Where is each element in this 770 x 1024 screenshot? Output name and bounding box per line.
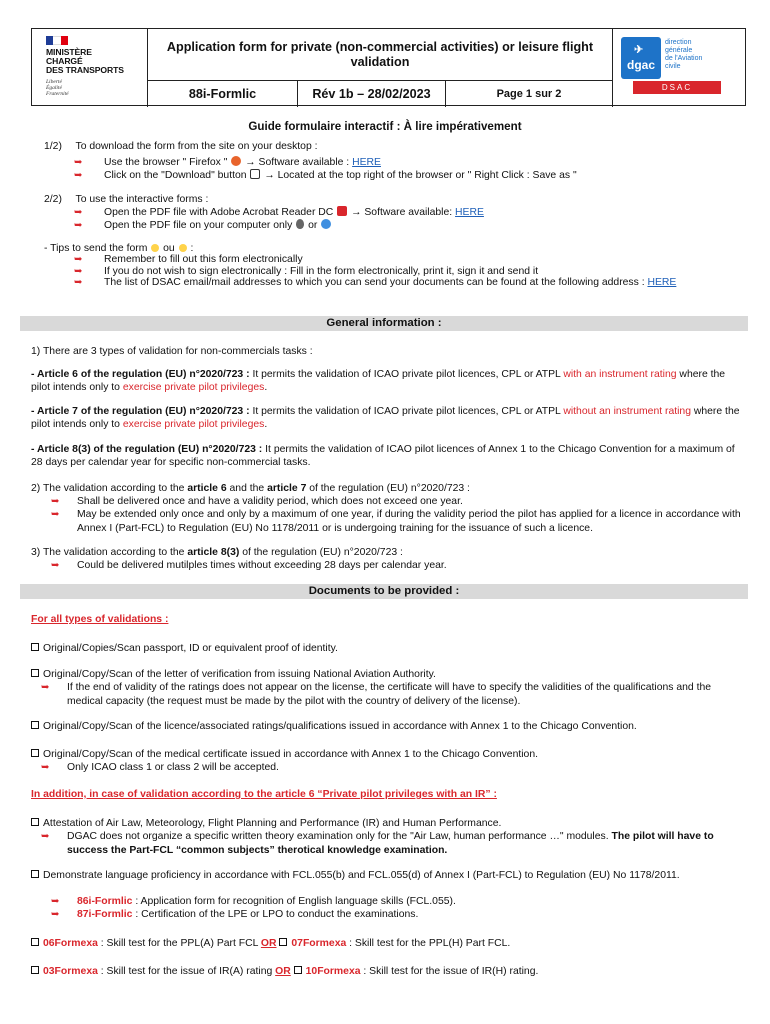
acrobat-here-link[interactable]: HERE (455, 207, 484, 218)
download-icon (250, 169, 260, 179)
arrow-icon: ➥ (51, 560, 60, 571)
arrow-icon: ➥ (74, 277, 83, 288)
dgac-text-2: générale (665, 47, 693, 54)
article-6-end: . (264, 382, 268, 394)
doc-4-item (41, 761, 743, 775)
guide-step-1-bullet-1 (74, 156, 381, 170)
item-text: : Certification of the LPE or LPO to conduct the examinations. (132, 909, 419, 920)
form-code-06: 06Formexa (43, 938, 98, 949)
step-number: 1/2) (44, 141, 62, 152)
doc-5-text: Attestation of Air Law, Meteorology, Flight Planning and Performance (IR) and Human Performance. (43, 818, 502, 829)
general-intro: 1) There are 3 types of validation for non-commercials tasks : (31, 346, 313, 357)
all-types-heading: For all types of validations : (31, 614, 169, 625)
doc-5-item (41, 830, 743, 857)
general-info-bar: General information : (20, 316, 748, 331)
article-6-text: It permits the validation of ICAO private pilot licences, CPL or ATPL (249, 369, 564, 380)
bullet-text: Open the PDF file with Adobe Acrobat Reader DC (104, 207, 334, 218)
email-icon (151, 244, 159, 252)
p3-text-2: of the regulation (EU) n°2020/723 : (239, 547, 403, 558)
doc-6 (31, 869, 743, 882)
article-6-highlight: with an instrument rating (563, 369, 677, 380)
dsac-logo: DSAC (633, 81, 721, 94)
or-label: OR (275, 966, 291, 977)
step-number: 2/2) (44, 194, 62, 205)
validation-2-item-2 (51, 508, 743, 535)
item-text: Shall be delivered once and have a validity period, which does not exceed one year. (77, 496, 463, 507)
bullet-text: Open the PDF file on your computer only (104, 220, 293, 231)
validation-2-intro (31, 482, 743, 495)
or-text: or (308, 220, 318, 231)
step-intro: To download the form from the site on your desktop : (75, 141, 318, 152)
doc-4-text: Original/Copy/Scan of the medical certificate issued in accordance with Annex 1 to the Chicago Convention. (43, 749, 538, 760)
form-code-03: 03Formexa (43, 966, 98, 977)
header-table (31, 28, 746, 106)
arrow-icon: ➥ (41, 762, 50, 773)
ou-text: ou (163, 243, 175, 254)
tip-text: Remember to fill out this form electronically (104, 254, 303, 265)
article-7-title: - Article 7 of the regulation (EU) n°2020/723 : (31, 406, 250, 417)
arrow-icon: ➥ (74, 170, 83, 181)
doc-8-text: : Skill test for the issue of IR(A) rating (97, 966, 276, 977)
article-7-paragraph (31, 405, 743, 432)
article-7-text: It permits the validation of ICAO private pilot licences, CPL or ATPL (249, 406, 564, 417)
doc-1 (31, 642, 743, 655)
bullet-text-2: → Software available: (351, 207, 456, 218)
arrow-icon: ➥ (51, 896, 60, 907)
motto-line-1: Liberté (46, 79, 62, 85)
documents-bar: Documents to be provided : (20, 584, 748, 599)
doc-8b-checkbox[interactable] (294, 966, 302, 974)
doc-3 (31, 720, 743, 733)
article-6-text-2: where the pilot intends only to (31, 369, 726, 394)
arrow-icon: ➥ (41, 682, 50, 693)
article-7-highlight-2: exercise private pilot privileges (122, 419, 265, 431)
p2-article-7: article 7 (267, 483, 307, 494)
dgac-text-1: direction (665, 39, 692, 46)
motto (46, 79, 147, 97)
item-text: Could be delivered mutilples times without exceeding 28 days per calendar year. (77, 560, 447, 571)
header-center (148, 29, 613, 107)
doc-5 (31, 817, 743, 830)
guide-step-1 (44, 140, 318, 153)
doc-8 (31, 965, 743, 978)
arrow-icon: ➥ (74, 157, 83, 168)
p3-text: 3) The validation according to the (31, 547, 188, 558)
guide-step-2-bullet-1 (74, 206, 484, 220)
form-code-86i: 86i-Formlic (77, 896, 133, 907)
arrow-icon: ➥ (74, 207, 83, 218)
guide-step-2-bullet-2 (74, 219, 332, 233)
revision: Rév 1b – 28/02/2023 (298, 81, 446, 107)
article-6-paragraph (31, 368, 743, 395)
doc-8a-checkbox[interactable] (31, 966, 39, 974)
dsac-addresses-here-link[interactable]: HERE (647, 277, 677, 288)
bullet-text: Click on the "Download" button (104, 170, 247, 181)
doc-5-checkbox[interactable] (31, 818, 39, 826)
article-6-highlight-2: exercise private pilot privileges (122, 382, 265, 394)
tip-3 (74, 276, 676, 290)
doc-7-text-2: : Skill test for the PPL(H) Part FCL. (346, 938, 511, 949)
firefox-icon (231, 156, 241, 166)
dgac-text (665, 39, 702, 71)
windows-icon (321, 219, 331, 229)
ministry-line-1: MINISTÈRE (46, 47, 92, 57)
form-code: 88i-Formlic (148, 81, 298, 107)
plane-icon: ✈ (634, 44, 644, 56)
doc-6-text: Demonstrate language proficiency in accordance with FCL.055(b) and FCL.055(d) of Annex I (Part-FCL) to Regulation (EU) No 1178/2011. (43, 870, 680, 881)
motto-line-3: Fraternité (46, 91, 69, 97)
dgac-logo (613, 29, 745, 107)
tip-text: If you do not wish to sign electronically : Fill in the form electronically, print it, sign it and send it (104, 266, 539, 277)
colon-text: : (190, 243, 194, 254)
article-7-end: . (264, 419, 268, 431)
tips-text: - Tips to send the form (44, 243, 148, 254)
form-code-10: 10Formexa (305, 966, 361, 977)
item-text: May be extended only once and only by a maximum of one year, if during the validity period the pilot has applied for a licence in accordance with Annex I (Part-FCL) to Regulation (EU) No 1178/2011 or is undergoing training for the issuance of such a licence. (77, 509, 741, 534)
doc-3-checkbox[interactable] (31, 721, 39, 729)
arrow-icon: ➥ (51, 509, 60, 520)
arrow-icon: ➥ (74, 266, 83, 277)
item-text: : Application form for recognition of English language skills (FCL.055). (132, 896, 456, 907)
doc-4-checkbox[interactable] (31, 749, 39, 757)
bullet-text: Use the browser " Firefox " (104, 157, 228, 168)
apple-icon (296, 219, 304, 229)
doc-6-item-2 (51, 908, 743, 922)
item-text: Only ICAO class 1 or class 2 will be accepted. (67, 762, 279, 773)
doc-6-item-1 (51, 895, 743, 909)
article-6-requirements-heading: In addition, in case of validation according to the article 6 “Private pilot privileges with an IR” : (31, 789, 497, 800)
arrow-icon: ➥ (74, 220, 83, 231)
dgac-text-4: civile (665, 63, 681, 70)
doc-7 (31, 937, 743, 950)
p3-article-8: article 8(3) (187, 547, 240, 558)
form-code-07: 07Formexa (291, 938, 347, 949)
tip-text: The list of DSAC email/mail addresses to which you can send your documents can be found at the following address : (104, 277, 648, 288)
validation-2-item-1 (51, 495, 743, 509)
doc-1-text: Original/Copies/Scan passport, ID or equivalent proof of identity. (43, 643, 338, 654)
guide-step-2 (44, 193, 208, 206)
arrow-icon: ➥ (41, 831, 50, 842)
dgac-text-3: de l'Aviation (665, 55, 703, 62)
pdf-icon (337, 206, 347, 216)
doc-6-checkbox[interactable] (31, 870, 39, 878)
ministry-line-3: DES TRANSPORTS (46, 65, 124, 75)
or-label: OR (260, 938, 277, 949)
article-7-highlight: without an instrument rating (563, 406, 691, 417)
motto-line-2: Égalité (46, 85, 62, 91)
firefox-here-link[interactable]: HERE (352, 157, 381, 168)
item-text: DGAC does not organize a specific written theory examination only for the "Air Law, human performance …" modules. (67, 831, 612, 842)
validation-3-item-1 (51, 559, 743, 573)
doc-8-text-2: : Skill test for the issue of IR(H) rating. (360, 966, 539, 977)
doc-1-checkbox[interactable] (31, 643, 39, 651)
form-code-87i: 87i-Formlic (77, 909, 133, 920)
item-text: If the end of validity of the ratings does not appear on the license, the certificate will have to specify the validities of the qualifications and the medical capacity (the request must be made by the pilot with the country of delivery of the license). (67, 682, 712, 707)
doc-2-text: Original/Copy/Scan of the letter of verification from issuing National Aviation Authority. (43, 669, 436, 680)
article-8-paragraph (31, 443, 743, 470)
arrow-icon: ➥ (51, 909, 60, 920)
marianne-flag-icon (46, 36, 68, 45)
doc-4 (31, 748, 743, 761)
guide-step-1-bullet-2 (74, 169, 577, 183)
ministry-logo (32, 29, 148, 107)
page-number: Page 1 sur 2 (496, 87, 562, 100)
item-bold-text: The pilot will have to success the Part-FCL “common subjects” therotical knowledge examination. (67, 831, 714, 856)
doc-2-item (41, 681, 743, 708)
doc-2-checkbox[interactable] (31, 669, 39, 677)
validation-3-intro (31, 546, 743, 559)
bullet-text-2: → Located at the top right of the browser or " Right Click : Save as " (264, 170, 577, 181)
dgac-label: dgac (626, 57, 655, 72)
article-7-text-2: where the pilot intends only to (31, 406, 740, 431)
dgac-badge (621, 37, 661, 79)
article-8-title: - Article 8(3) of the regulation (EU) n°2020/723 : (31, 444, 263, 455)
p2-text-2: and the (226, 483, 268, 494)
arrow-icon: ➥ (51, 496, 60, 507)
article-8-text: It permits the validation of ICAO pilot licences of Annex 1 to the Chicago Convention for a maximum of 28 days per calendar year for specific non-commercial tasks. (31, 444, 735, 469)
p2-text: 2) The validation according to the (31, 483, 188, 494)
mail-icon (179, 244, 187, 252)
header-info-row (148, 81, 612, 107)
doc-2 (31, 668, 743, 681)
step-intro: To use the interactive forms : (75, 194, 209, 205)
guide-title: Guide formulaire interactif : À lire impérativement (248, 120, 522, 133)
ministry-line-2: CHARGÉ (46, 56, 83, 66)
p2-article-6: article 6 (187, 483, 227, 494)
p2-text-3: of the regulation (EU) n°2020/723 : (306, 483, 470, 494)
article-6-title: - Article 6 of the regulation (EU) n°2020/723 : (31, 369, 250, 380)
doc-7-text: : Skill test for the PPL(A) Part FCL (97, 938, 261, 949)
form-title: Application form for private (non-commercial activities) or leisure flight validation (148, 29, 612, 81)
doc-3-text: Original/Copy/Scan of the licence/associated ratings/qualifications issued in accordance with Annex 1 to the Chicago Convention. (43, 721, 637, 732)
doc-7a-checkbox[interactable] (31, 938, 39, 946)
doc-7b-checkbox[interactable] (279, 938, 287, 946)
arrow-icon: ➥ (74, 254, 83, 265)
bullet-text-2: → Software available : (245, 157, 353, 168)
